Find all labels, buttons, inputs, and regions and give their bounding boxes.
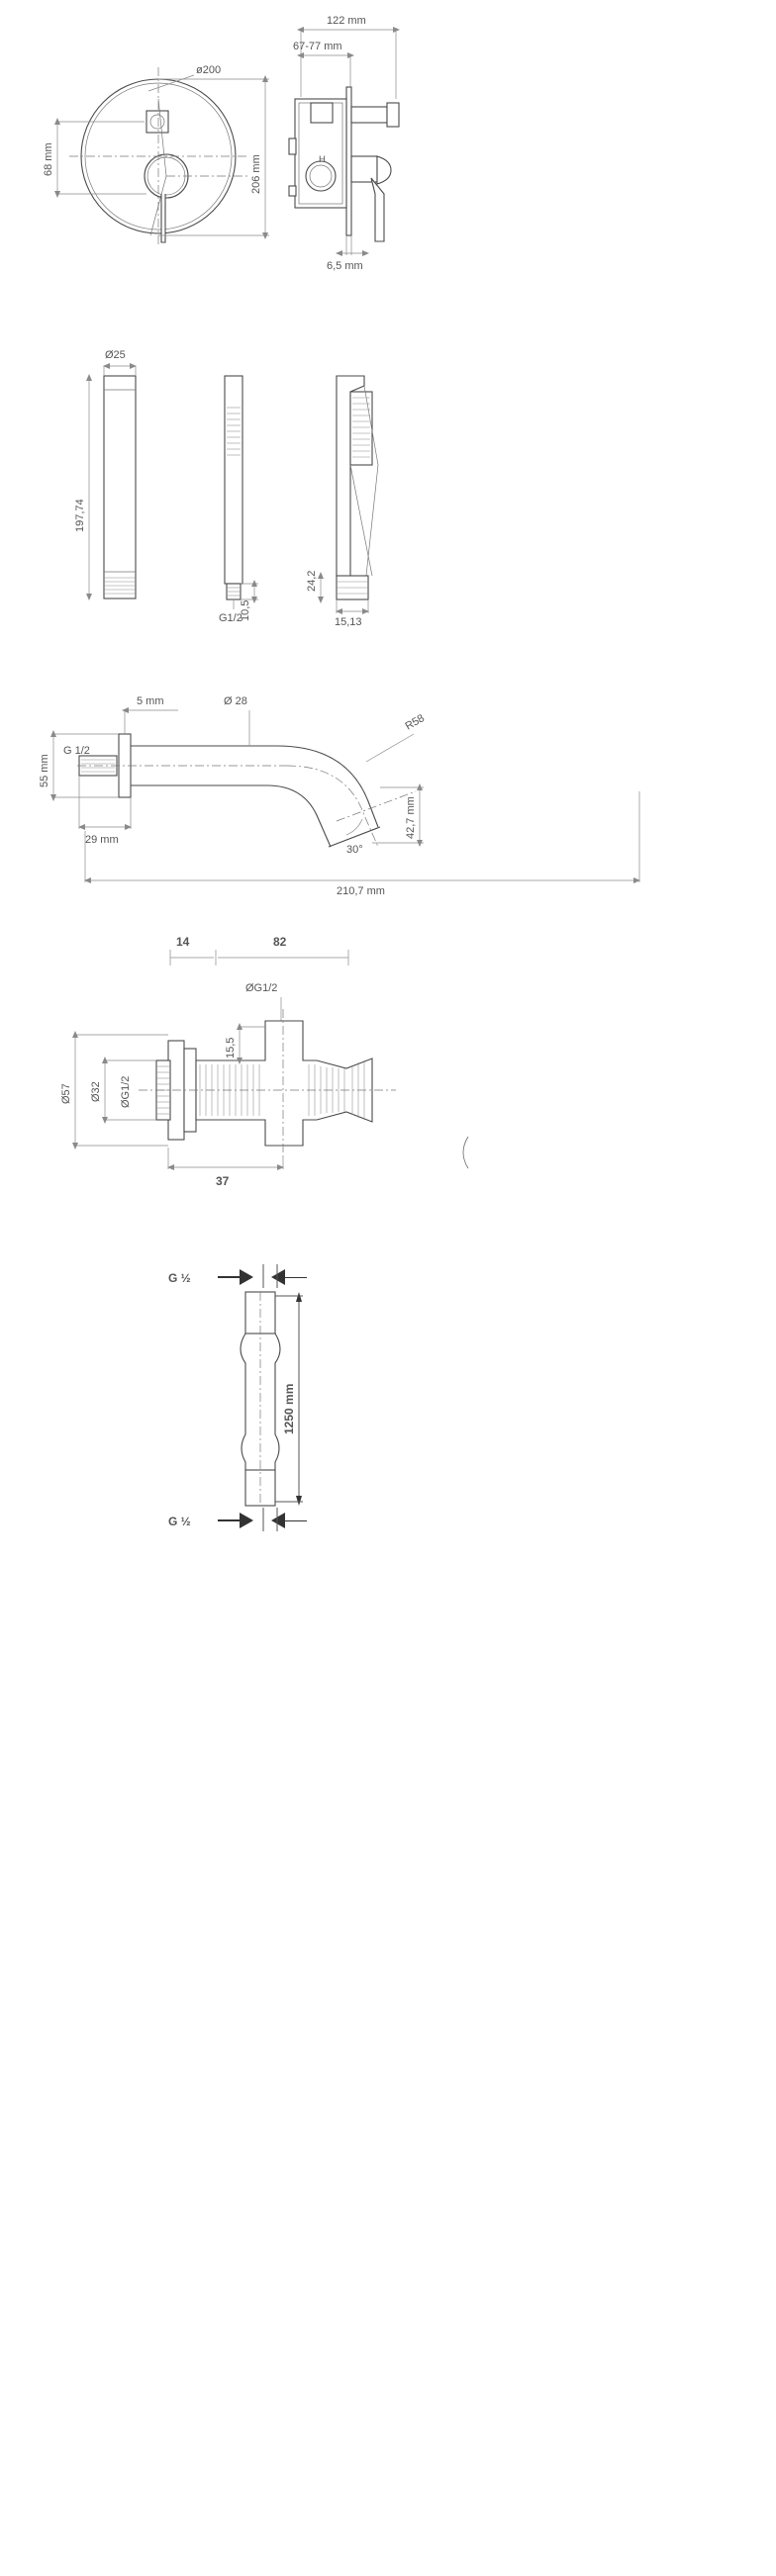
dim-15-13: 15,13 xyxy=(335,616,362,628)
dim-6-5mm: 6,5 mm xyxy=(327,260,363,272)
dim-24-2: 24,2 xyxy=(306,570,318,592)
figure-handshower-side xyxy=(307,346,465,643)
dim-d28: Ø 28 xyxy=(224,695,247,707)
figure-shower-hose xyxy=(119,1237,534,1533)
figure-wall-union xyxy=(20,910,752,1217)
dim-g12-spout: G 1/2 xyxy=(63,745,90,757)
dim-55mm: 55 mm xyxy=(39,754,50,787)
dim-210-7mm: 210,7 mm xyxy=(337,885,385,897)
dim-37: 37 xyxy=(216,1174,230,1188)
dim-gtop: ØG1/2 xyxy=(245,982,278,994)
dim-g-half-top: G ½ xyxy=(168,1271,191,1285)
dim-206mm: 206 mm xyxy=(250,154,262,194)
dim-82: 82 xyxy=(273,935,287,949)
dim-10-5: 10,5 xyxy=(240,599,251,621)
dim-15-5: 15,5 xyxy=(225,1037,237,1058)
svg-text:H: H xyxy=(319,154,326,165)
dim-14: 14 xyxy=(176,935,190,949)
dim-gleft: ØG1/2 xyxy=(120,1075,132,1108)
dim-30deg: 30° xyxy=(346,844,363,856)
dim-d57: Ø57 xyxy=(60,1083,72,1104)
dim-29mm: 29 mm xyxy=(85,834,119,846)
dim-d32: Ø32 xyxy=(90,1081,102,1102)
dim-68mm: 68 mm xyxy=(43,142,54,176)
figure-mixer-side xyxy=(277,0,475,297)
dim-r58: R58 xyxy=(403,712,427,733)
dim-d200: ø200 xyxy=(196,64,222,76)
dim-67-77mm: 67-77 mm xyxy=(293,41,342,52)
dim-g12: G1/2 xyxy=(219,612,242,624)
dim-42-7mm: 42,7 mm xyxy=(405,796,417,839)
partial-arc-detail xyxy=(450,1133,480,1172)
dim-5mm: 5 mm xyxy=(137,695,164,707)
dim-g-half-bottom: G ½ xyxy=(168,1515,191,1528)
dim-197-74: 197,74 xyxy=(74,499,86,532)
figure-wall-spout xyxy=(20,692,752,940)
dim-1250mm: 1250 mm xyxy=(282,1383,296,1434)
dim-d25: Ø25 xyxy=(105,349,126,361)
dim-122mm: 122 mm xyxy=(327,15,366,27)
